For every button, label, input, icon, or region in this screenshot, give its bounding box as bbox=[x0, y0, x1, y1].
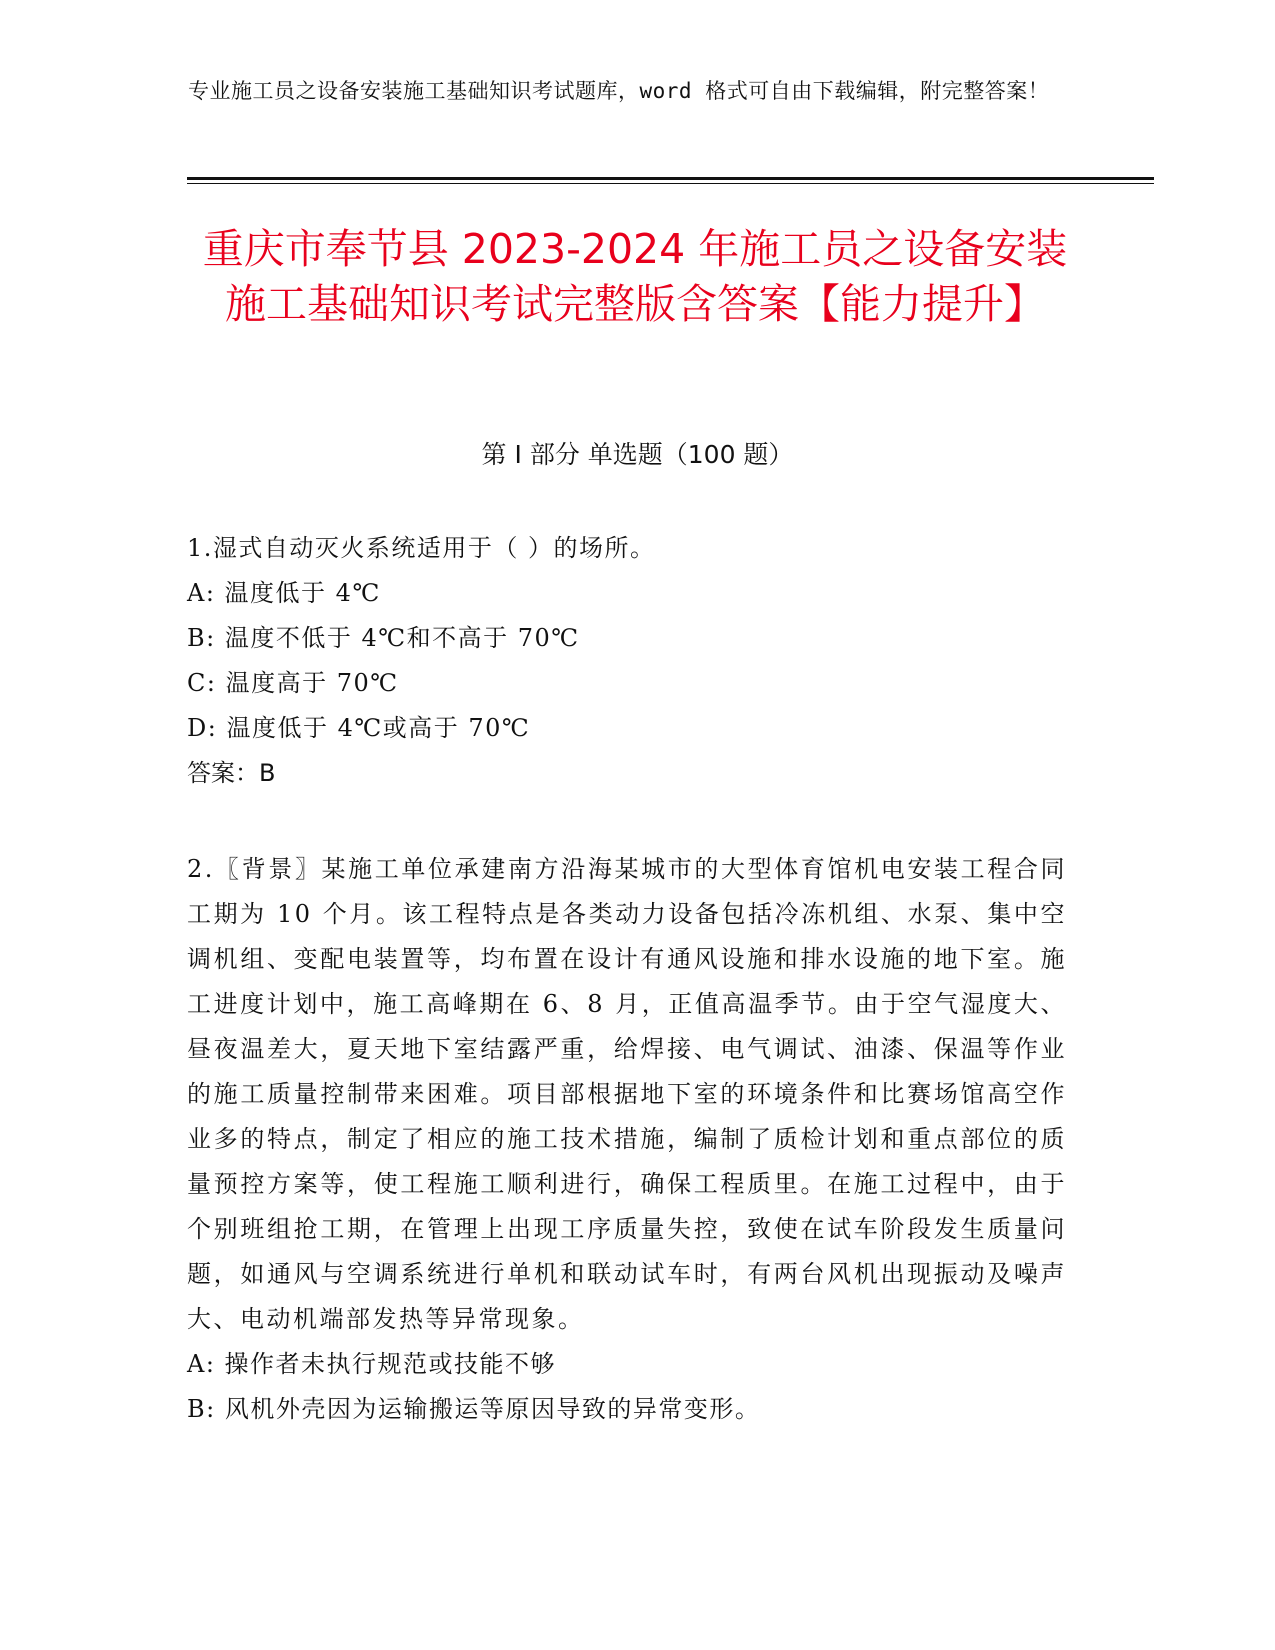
question-1 bbox=[187, 526, 1067, 796]
option-a: A: 温度低于 4℃ bbox=[187, 579, 381, 607]
document-title: 重庆市奉节县 2023-2024 年施工员之设备安装施工基础知识考试完整版含答案【能力提升】 bbox=[202, 225, 1068, 328]
option-a: A: 操作者未执行规范或技能不够 bbox=[187, 1350, 557, 1378]
question-text: 2.〖背景〗某施工单位承建南方沿海某城市的大型体育馆机电安装工程合同工期为 10 个月。该工程特点是各类动力设备包括冷冻机组、水泵、集中空调机组、变配电装置等，均布置在设计有通风设施和排水设施的地下室。施工进度计划中，施工高峰期在 6、8 月，正值高温季节。由于空气湿度大、昼夜温差大，夏天地下室结露严重，给焊接、电气调试、油漆、保温等作业的施工质量控制带来困难。项目部根据地下室的环境条件和比赛场馆高空作业多的特点，制定了相应的施工技术措施，编制了质检计划和重点部位的质量预控方案等，使工程施工顺利进行，确保工程质里。在施工过程中，由于个别班组抢工期，在管理上出现工序质量失控，致使在试车阶段发生质量问题，如通风与空调系统进行单机和联动试车时，有两台风机出现振动及噪声大、电动机端部发热等异常现象。 bbox=[187, 855, 1067, 1333]
answer-text: 答案：B bbox=[187, 759, 276, 787]
question-2 bbox=[187, 847, 1067, 1432]
header-note: 专业施工员之设备安装施工基础知识考试题库，word 格式可自由下载编辑，附完整答案！ bbox=[188, 79, 1050, 103]
option-b: B: 风机外壳因为运输搬运等原因导致的异常变形。 bbox=[187, 1395, 761, 1423]
section-heading: 第 I 部分 单选题（100 题） bbox=[481, 440, 794, 469]
question-text: 1.湿式自动灭火系统适用于（ ）的场所。 bbox=[187, 534, 656, 562]
option-b: B: 温度不低于 4℃和不高于 70℃ bbox=[187, 624, 580, 652]
header-divider-thin bbox=[187, 183, 1154, 184]
header-divider-thick bbox=[187, 177, 1154, 180]
option-d: D: 温度低于 4℃或高于 70℃ bbox=[187, 714, 531, 742]
option-c: C: 温度高于 70℃ bbox=[187, 669, 399, 697]
question-list bbox=[187, 526, 1067, 1483]
